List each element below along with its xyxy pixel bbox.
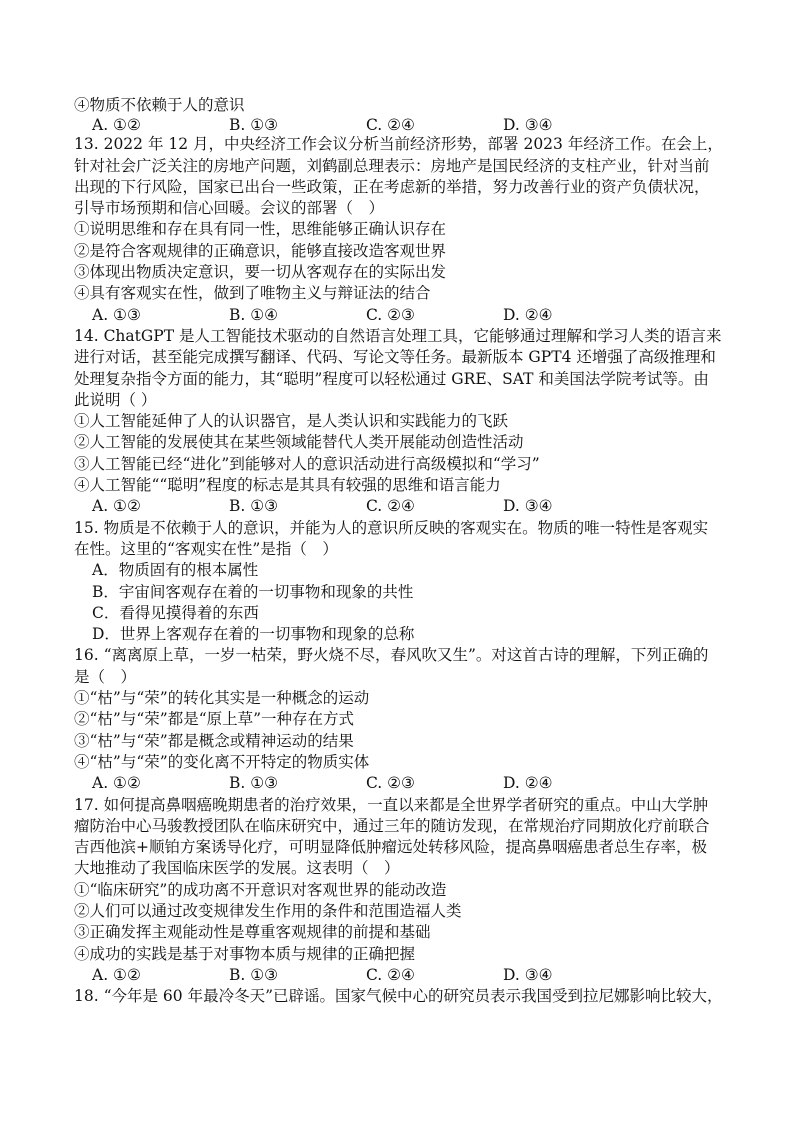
statement-item: ①人工智能延伸了人的认识器官，是人类认识和实践能力的飞跃 <box>74 412 509 431</box>
option-b: B. ①③ <box>229 774 279 793</box>
option-c: C. ②③ <box>366 305 415 324</box>
option-b: B. ①③ <box>229 965 279 984</box>
question-stem-line: 引导市场预期和信心回暖。会议的部署（ ） <box>74 199 385 218</box>
option-d: D. ②④ <box>503 774 553 793</box>
option-b: B. ①③ <box>229 497 279 516</box>
question-17 <box>74 795 724 987</box>
prev-question-item: ④物质不依赖于人的意识 <box>74 96 245 114</box>
option-a: A. ①② <box>92 965 141 984</box>
statement-item: ④“枯”与“荣”的变化离不开特定的物质实体 <box>74 752 370 771</box>
statement-item: ②是符合客观规律的正确意识，能够直接改造客观世界 <box>74 241 447 260</box>
prev-question-options <box>74 116 724 134</box>
choice-c: C．看得见摸得着的东西 <box>92 603 259 622</box>
option-a: A. ①② <box>92 497 141 516</box>
question-stem-line: 此说明（ ） <box>74 390 157 409</box>
question-stem-line: 针对社会广泛关注的房地产问题，刘鹤副总理表示：房地产是国民经济的支柱产业，针对当前 <box>74 156 710 175</box>
question-stem-line: 吉西他滨+顺铂方案诱导化疗，可明显降低肿瘤远处转移风险，提高鼻咽癌患者总生存率，极 <box>74 838 707 857</box>
option-d: D. ③④ <box>503 497 553 516</box>
statement-item: ③“枯”与“荣”都是概念或精神运动的结果 <box>74 731 354 750</box>
statement-item: ①“临床研究”的成功离不开意识对客观世界的能动改造 <box>74 880 447 899</box>
option-b: B. ①③ <box>229 116 279 135</box>
statement-item: ③体现出物质决定意识，要一切从客观存在的实际出发 <box>74 263 447 282</box>
question-18 <box>74 986 724 1007</box>
answer-options <box>74 773 724 794</box>
answer-options <box>74 496 724 517</box>
question-15 <box>74 518 724 646</box>
option-c: C. ②④ <box>366 497 415 516</box>
option-c: C. ②③ <box>366 774 415 793</box>
choice-b: B．宇宙间客观存在着的一切事物和现象的共性 <box>92 582 414 601</box>
question-list <box>74 95 724 1007</box>
statement-item: ④人工智能““聪明”程度的标志是其具有较强的思维和语言能力 <box>74 476 501 495</box>
option-a: A. ①③ <box>92 305 141 324</box>
question-stem-line: 进行对话，甚至能完成撰写翻译、代码、写论文等任务。最新版本 GPT4 还增强了高级推理和 <box>74 348 716 367</box>
choice-d: D．世界上客观存在着的一切事物和现象的总称 <box>92 625 415 644</box>
question-stem-line: 瘤防治中心马骏教授团队在临床研究中，通过三年的随访发现，在常规治疗同期放化疗前联合 <box>74 816 710 835</box>
statement-item: ①说明思维和存在具有同一性，思维能够正确认识存在 <box>74 220 447 239</box>
question-14 <box>74 326 724 518</box>
question-16 <box>74 645 724 794</box>
option-a: A. ①② <box>92 116 141 135</box>
question-stem-line: 大地推动了我国临床医学的发展。这表明（ ） <box>74 859 400 878</box>
choice-a: A．物质固有的根本属性 <box>92 561 259 580</box>
statement-item: ③人工智能已经“进化”到能够对人的意识活动进行高级模拟和“学习” <box>74 454 540 473</box>
question-stem-line: 15. 物质是不依赖于人的意识，并能为人的意识所反映的客观实在。物质的唯一特性是客观实 <box>74 518 709 537</box>
question-stem-line: 14. ChatGPT 是人工智能技术驱动的自然语言处理工具，它能够通过理解和学习人类的语言来 <box>74 326 722 345</box>
statement-item: ④成功的实践是基于对事物本质与规律的正确把握 <box>74 944 416 963</box>
option-a: A. ①② <box>92 774 141 793</box>
question-stem-line: 是（ ） <box>74 667 137 686</box>
question-13 <box>74 134 724 326</box>
statement-item: ①“枯”与“荣”的转化其实是一种概念的运动 <box>74 689 370 708</box>
question-stem-line: 18. “今年是 60 年最冷冬天”已辟谣。国家气候中心的研究员表示我国受到拉尼娜影响比较大， <box>74 987 723 1006</box>
option-c: C. ②④ <box>366 116 415 135</box>
answer-options <box>74 965 724 986</box>
question-stem-line: 13. 2022 年 12 月，中央经济工作会议分析当前经济形势，部署 2023 年经济工作。在会上， <box>74 135 723 154</box>
option-d: D. ③④ <box>503 116 553 135</box>
option-d: D. ③④ <box>503 965 553 984</box>
option-b: B. ①④ <box>229 305 279 324</box>
option-d: D. ②④ <box>503 305 553 324</box>
statement-item: ②“枯”与“荣”都是“原上草”一种存在方式 <box>74 710 355 729</box>
statement-item: ②人工智能的发展使其在某些领域能替代人类开展能动创造性活动 <box>74 433 524 452</box>
statement-item: ④具有客观实在性，做到了唯物主义与辩证法的结合 <box>74 284 431 303</box>
option-c: C. ②④ <box>366 965 415 984</box>
question-stem-line: 16. “离离原上草，一岁一枯荣，野火烧不尽，春风吹又生”。对这首古诗的理解，下列正确的 <box>74 646 709 665</box>
question-stem-line: 17. 如何提高鼻咽癌晚期患者的治疗效果，一直以来都是全世界学者研究的重点。中山大学肿 <box>74 795 709 814</box>
question-stem-line: 在性。这里的“客观实在性”是指（ ） <box>74 539 338 558</box>
statement-item: ②人们可以通过改变规律发生作用的条件和范围造福人类 <box>74 901 462 920</box>
question-stem-line: 处理复杂指令方面的能力，其“聪明”程度可以轻松通过 GRE、SAT 和美国法学院考试等。由 <box>74 369 709 388</box>
question-stem-line: 出现的下行风险，国家已出台一些政策，正在考虑新的举措，努力改善行业的资产负债状况， <box>74 177 710 196</box>
statement-item: ③正确发挥主观能动性是尊重客观规律的前提和基础 <box>74 923 431 942</box>
answer-options <box>74 305 724 326</box>
